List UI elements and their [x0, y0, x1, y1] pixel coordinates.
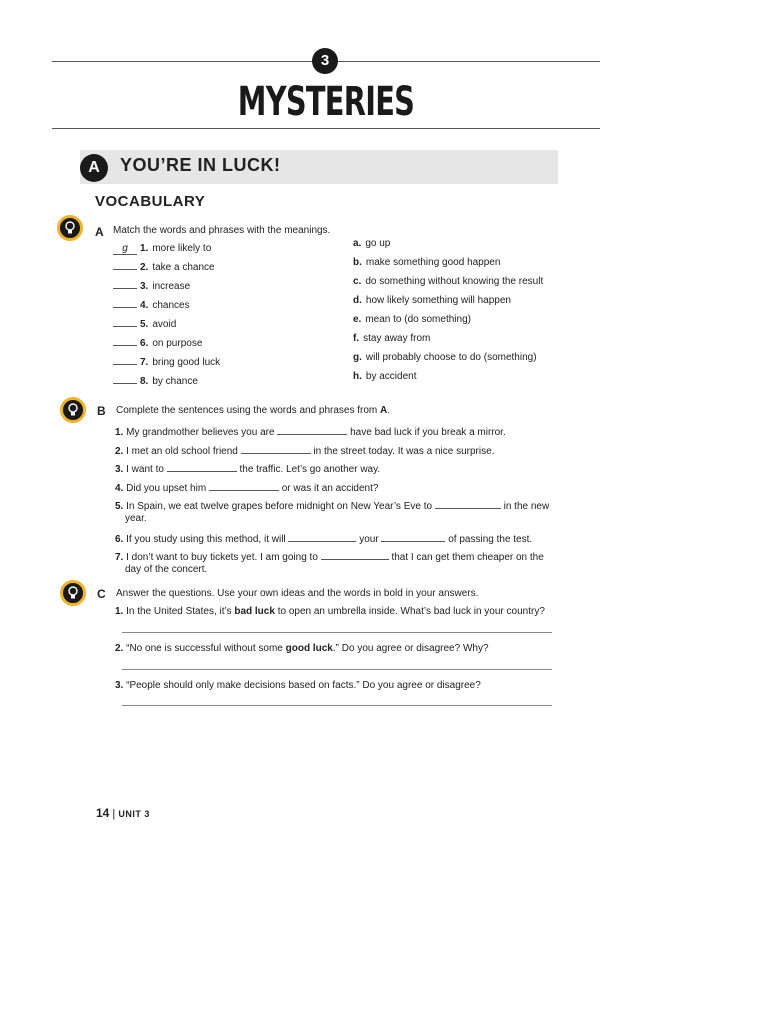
- sentence-number: 2.: [115, 446, 124, 457]
- item-text: on purpose: [152, 338, 203, 349]
- lightbulb-icon: [60, 580, 86, 606]
- question-2: [115, 643, 489, 654]
- exercise-b-instruction: [116, 405, 390, 416]
- exercise-c-letter: C: [97, 587, 106, 601]
- meaning-text: mean to (do something): [365, 314, 471, 325]
- answer-blank[interactable]: [113, 383, 137, 384]
- sentence-text: your: [359, 534, 379, 545]
- item-text: more likely to: [152, 243, 212, 254]
- unit-title: MYSTERIES: [237, 79, 415, 125]
- meaning-text: stay away from: [363, 333, 431, 344]
- sentence-text: Did you upset him: [126, 483, 207, 494]
- meaning-text: make something good happen: [365, 257, 501, 268]
- meaning-letter: b.: [353, 257, 362, 268]
- instruction-ref: A: [380, 405, 388, 416]
- question-bold: good luck: [285, 643, 333, 654]
- question-number: 2.: [115, 643, 124, 654]
- sentence-7: [115, 549, 544, 563]
- meaning-item: [353, 257, 500, 268]
- footer-unit: UNIT 3: [118, 809, 150, 819]
- sentence-6: [115, 531, 532, 545]
- meaning-text: how likely something will happen: [365, 295, 511, 306]
- sentence-3: [115, 461, 380, 475]
- sentence-7-continuation: day of the concert.: [125, 564, 208, 575]
- answer-line-3[interactable]: [122, 705, 552, 706]
- question-1: [115, 606, 545, 617]
- match-item: [113, 243, 211, 255]
- meaning-letter: a.: [353, 238, 362, 249]
- sentence-number: 3.: [115, 464, 124, 475]
- answer-blank[interactable]: [113, 288, 137, 289]
- sentence-number: 6.: [115, 534, 124, 545]
- answer-line-2[interactable]: [122, 669, 552, 670]
- question-text: “People should only make decisions based on facts.” Do you agree or disagree?: [126, 680, 481, 691]
- instruction-end: .: [387, 405, 391, 416]
- answer-blank[interactable]: [209, 480, 279, 491]
- lightbulb-icon: [57, 215, 83, 241]
- item-number: 5.: [140, 319, 149, 330]
- match-item: [113, 262, 215, 273]
- answer-blank[interactable]: [167, 461, 237, 472]
- answer-blank[interactable]: [381, 531, 445, 542]
- sentence-text: I met an old school friend: [126, 446, 238, 457]
- section-letter-badge: A: [80, 154, 108, 182]
- item-text: avoid: [152, 319, 177, 330]
- sentence-text: I don’t want to buy tickets yet. I am going to: [126, 552, 318, 563]
- item-number: 4.: [140, 300, 149, 311]
- sentence-text: the traffic. Let’s go another way.: [239, 464, 381, 475]
- match-item: [113, 300, 190, 311]
- answer-blank[interactable]: [113, 307, 137, 308]
- instruction-text: Complete the sentences using the words and phrases from: [116, 405, 381, 416]
- question-3: [115, 680, 481, 691]
- sentence-text: have bad luck if you break a mirror.: [350, 427, 506, 438]
- question-text: to open an umbrella inside. What’s bad luck in your country?: [274, 606, 545, 617]
- page-footer: [96, 806, 150, 820]
- answer-blank[interactable]: g: [113, 243, 137, 255]
- sentence-text: I want to: [126, 464, 164, 475]
- meaning-letter: e.: [353, 314, 362, 325]
- answer-blank[interactable]: [321, 549, 389, 560]
- sentence-text: in the new: [503, 501, 550, 512]
- vocabulary-heading: VOCABULARY: [95, 193, 206, 210]
- item-text: chances: [152, 300, 190, 311]
- meaning-text: do something without knowing the result: [365, 276, 544, 287]
- question-number: 3.: [115, 680, 124, 691]
- meaning-letter: f.: [353, 333, 360, 344]
- match-item: [113, 338, 202, 349]
- match-item: [113, 319, 176, 330]
- match-item: [113, 281, 190, 292]
- sentence-5-continuation: year.: [125, 513, 147, 524]
- sentence-text: in the street today. It was a nice surprise.: [313, 446, 495, 457]
- sentence-1: [115, 424, 506, 438]
- item-number: 3.: [140, 281, 149, 292]
- question-text: “No one is successful without some: [126, 643, 286, 654]
- exercise-a-instruction: Match the words and phrases with the meanings.: [113, 225, 331, 236]
- sentence-number: 1.: [115, 427, 124, 438]
- bottom-rule: [52, 128, 600, 129]
- meaning-item: [353, 333, 430, 344]
- sentence-text: or was it an accident?: [281, 483, 379, 494]
- item-text: take a chance: [152, 262, 215, 273]
- answer-blank[interactable]: [277, 424, 347, 435]
- match-item: [113, 357, 220, 368]
- section-title: YOU’RE IN LUCK!: [120, 155, 281, 175]
- sentence-5: [115, 498, 549, 512]
- footer-separator: |: [112, 808, 116, 820]
- meaning-letter: h.: [353, 371, 362, 382]
- item-number: 7.: [140, 357, 149, 368]
- sentence-number: 5.: [115, 501, 124, 512]
- sentence-number: 7.: [115, 552, 124, 563]
- exercise-a-letter: A: [95, 225, 104, 239]
- question-text: In the United States, it’s: [126, 606, 235, 617]
- answer-blank[interactable]: [113, 345, 137, 346]
- exercise-b-letter: B: [97, 404, 106, 418]
- answer-blank[interactable]: [113, 326, 137, 327]
- lightbulb-icon: [60, 397, 86, 423]
- meaning-item: [353, 352, 537, 363]
- meaning-item: [353, 371, 416, 382]
- sentence-text: In Spain, we eat twelve grapes before midnight on New Year’s Eve to: [126, 501, 433, 512]
- meaning-item: [353, 276, 543, 287]
- item-text: increase: [152, 281, 191, 292]
- meaning-item: [353, 295, 511, 306]
- item-text: bring good luck: [152, 357, 221, 368]
- meaning-letter: d.: [353, 295, 362, 306]
- answer-blank[interactable]: [435, 498, 501, 509]
- item-number: 1.: [140, 243, 149, 254]
- sentence-2: [115, 443, 494, 457]
- sentence-number: 4.: [115, 483, 124, 494]
- question-text: .” Do you agree or disagree? Why?: [332, 643, 489, 654]
- item-text: by chance: [152, 376, 198, 387]
- meaning-text: will probably choose to do (something): [365, 352, 537, 363]
- meaning-item: [353, 314, 471, 325]
- question-bold: bad luck: [234, 606, 275, 617]
- meaning-text: by accident: [365, 371, 417, 382]
- sentence-text: If you study using this method, it will: [126, 534, 286, 545]
- meaning-letter: g.: [353, 352, 362, 363]
- answer-line-1[interactable]: [122, 632, 552, 633]
- page-number: 14: [96, 806, 110, 820]
- item-number: 8.: [140, 376, 149, 387]
- unit-number-badge: 3: [312, 48, 338, 74]
- answer-blank[interactable]: [113, 269, 137, 270]
- meaning-text: go up: [365, 238, 391, 249]
- item-number: 2.: [140, 262, 149, 273]
- answer-blank[interactable]: [288, 531, 356, 542]
- sentence-text: that I can get them cheaper on the: [391, 552, 544, 563]
- answer-blank[interactable]: [113, 364, 137, 365]
- sentence-text: of passing the test.: [448, 534, 533, 545]
- sentence-4: [115, 480, 378, 494]
- answer-blank[interactable]: [241, 443, 311, 454]
- question-number: 1.: [115, 606, 124, 617]
- sentence-text: My grandmother believes you are: [126, 427, 275, 438]
- meaning-item: [353, 238, 390, 249]
- item-number: 6.: [140, 338, 149, 349]
- exercise-c-instruction: Answer the questions. Use your own ideas and the words in bold in your answers.: [116, 588, 479, 599]
- match-item: [113, 376, 198, 387]
- meaning-letter: c.: [353, 276, 362, 287]
